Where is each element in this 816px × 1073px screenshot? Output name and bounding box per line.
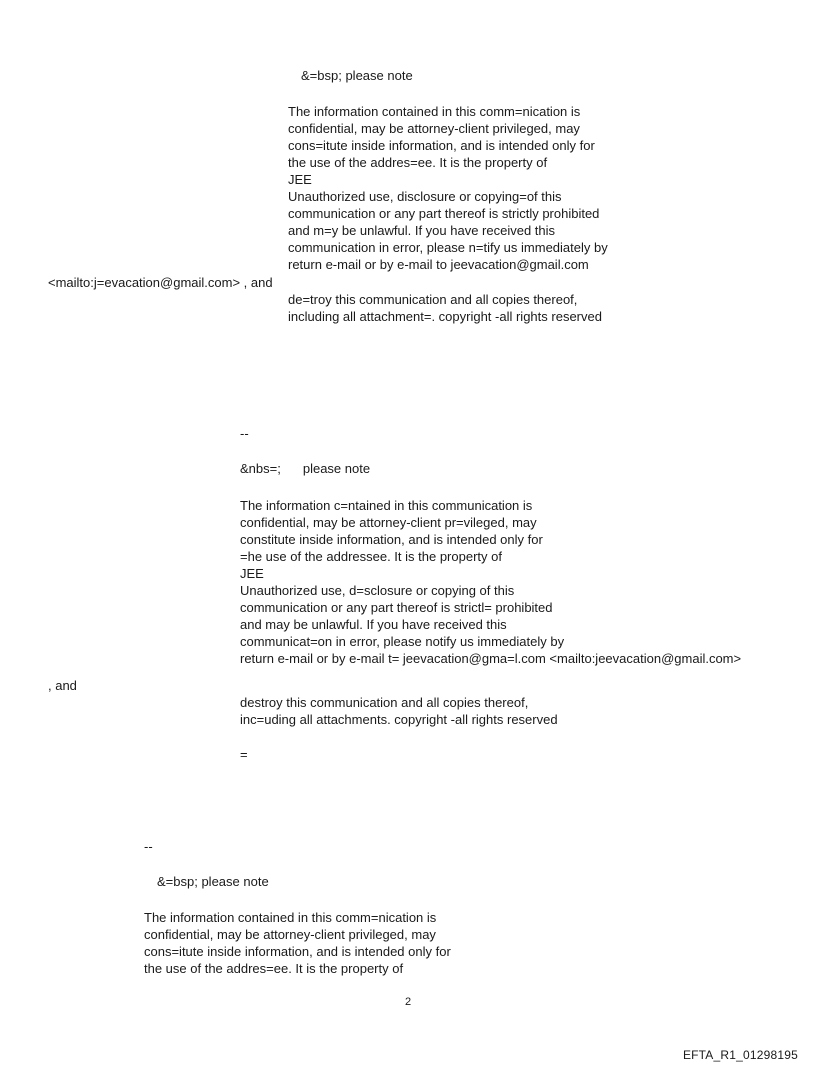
block1-line-6: Unauthorized use, disclosure or copying=of this xyxy=(288,189,562,204)
block2-note-text: please note xyxy=(302,461,371,476)
block1-tail-1: de=troy this communication and all copies thereof, xyxy=(288,292,578,307)
block1-line-3: cons=itute inside information, and is intended only for xyxy=(288,138,595,153)
block2-line-5: JEE xyxy=(240,566,264,581)
block2-line-2: confidential, may be attorney-client pr=vileged, may xyxy=(240,515,537,530)
block2-line-7: communication or any part thereof is strictl= prohibited xyxy=(240,600,553,615)
block2-equals: = xyxy=(240,747,248,762)
block3-separator: -- xyxy=(144,839,153,854)
block2-note xyxy=(240,460,370,477)
block1-line-9: communication in error, please n=tify us immediately by xyxy=(288,240,608,255)
block3-line-4: the use of the addres=ee. It is the property of xyxy=(144,961,404,976)
block1-tail-2: including all attachment=. copyright -all rights reserved xyxy=(288,309,602,324)
block1-line-1: The information contained in this comm=nication is xyxy=(288,104,581,119)
block3-line-2: confidential, may be attorney-client privileged, may xyxy=(144,927,436,942)
block2-line-1: The information c=ntained in this communication is xyxy=(240,498,533,513)
block2-note-prefix: &nbs=; xyxy=(240,461,281,476)
block2-tail-1: destroy this communication and all copies thereof, xyxy=(240,695,529,710)
block2-line-8: and may be unlawful. If you have received this xyxy=(240,617,507,632)
block2-separator: -- xyxy=(240,426,249,441)
block2-line-9: communicat=on in error, please notify us immediately by xyxy=(240,634,565,649)
block2-line-10: return e-mail or by e-mail t= jeevacation@gma=l.com <mailto:jeevacation@gmail.com> xyxy=(240,651,742,666)
block1-line-8: and m=y be unlawful. If you have received this xyxy=(288,223,556,238)
block1-line-7: communication or any part thereof is strictly prohibited xyxy=(288,206,600,221)
block1-note: &=bsp; please note xyxy=(301,68,413,83)
block2-line-6: Unauthorized use, d=sclosure or copying of this xyxy=(240,583,515,598)
document-id: EFTA_R1_01298195 xyxy=(682,1048,798,1062)
block1-line-10: return e-mail or by e-mail to jeevacation@gmail.com xyxy=(288,257,589,272)
block1-mailto: <mailto:j=evacation@gmail.com> , and xyxy=(48,275,273,290)
block3-line-1: The information contained in this comm=nication is xyxy=(144,910,437,925)
block3-note: &=bsp; please note xyxy=(157,874,269,889)
block2-tail-2: inc=uding all attachments. copyright -all rights reserved xyxy=(240,712,558,727)
block1-line-2: confidential, may be attorney-client privileged, may xyxy=(288,121,580,136)
block1-line-4: the use of the addres=ee. It is the property of xyxy=(288,155,548,170)
block2-line-4: =he use of the addressee. It is the property of xyxy=(240,549,502,564)
page-number: 2 xyxy=(404,996,412,1008)
block2-line-3: constitute inside information, and is intended only for xyxy=(240,532,543,547)
block2-and: , and xyxy=(48,678,77,693)
block1-line-5: JEE xyxy=(288,172,312,187)
block3-line-3: cons=itute inside information, and is intended only for xyxy=(144,944,451,959)
